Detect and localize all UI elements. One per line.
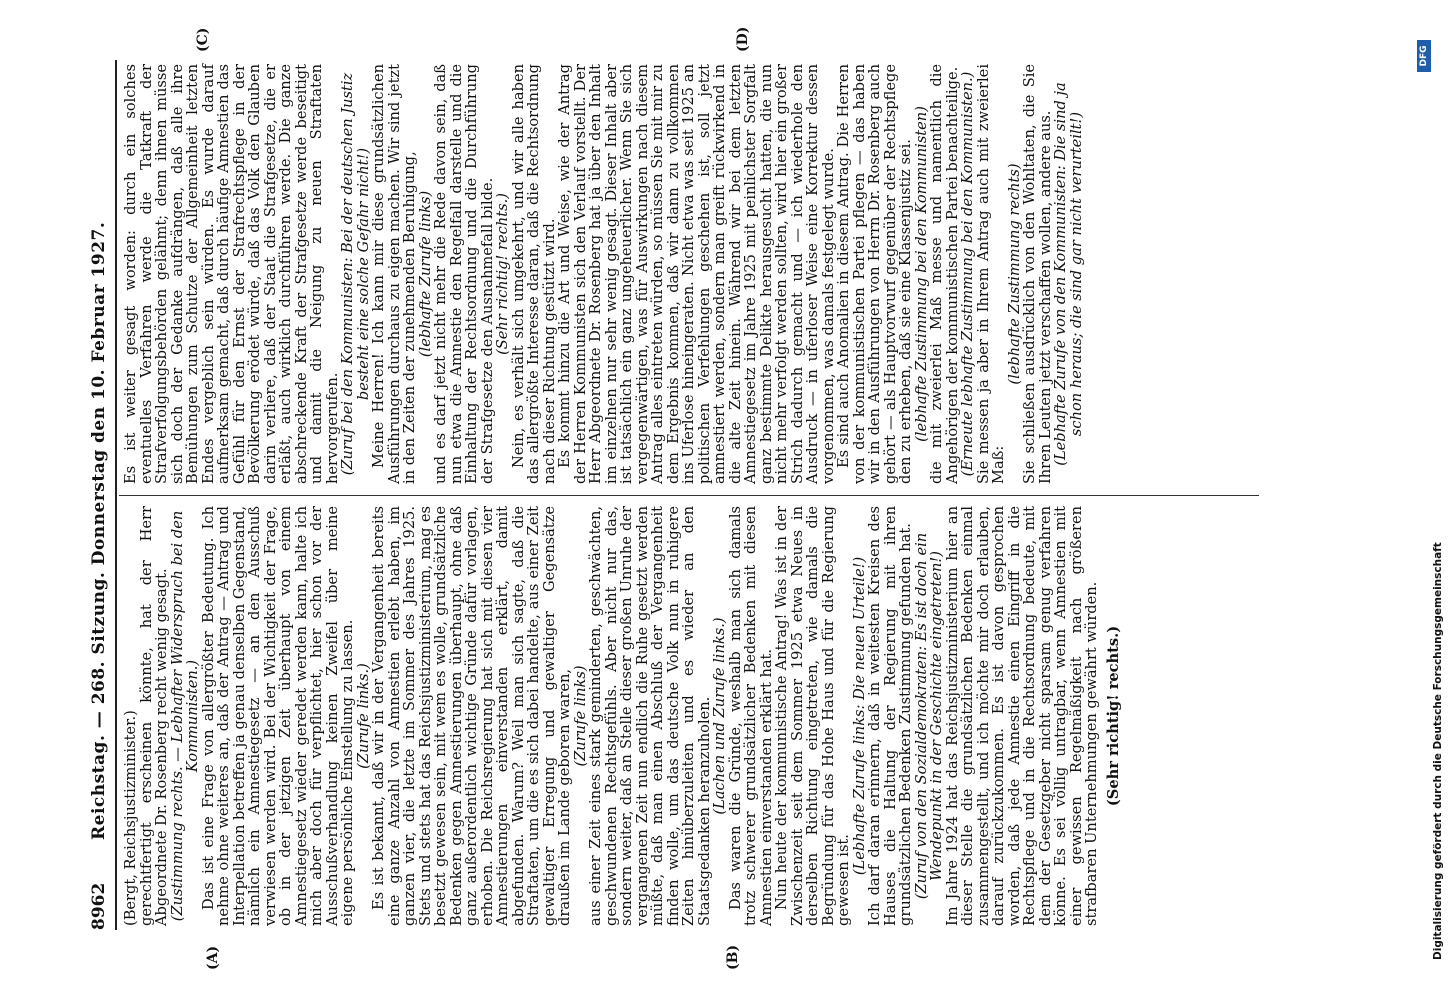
- document-page: [85, 26, 1285, 970]
- paragraph: (Sehr richtig! rechts.): [494, 193, 511, 355]
- paragraph: Nun heute der kommunistische Antrag! Was ist in der Zwischenzeit seit dem Sommer 1925 etwa Neues in derselben Richtung eingetreten, wie damals die Begründung für das Hohe Haus und für die Regierung gewesen ist.: [773, 506, 852, 926]
- running-title: Reichstag. — 268. Sitzung. Donnerstag den 10. Februar 1927.: [89, 221, 109, 840]
- paragraph: (Sehr richtig! rechts.): [1104, 625, 1122, 807]
- paragraph: (lebhafte Zustimmung rechts): [1005, 163, 1023, 385]
- margin-letter-b: (B): [725, 944, 741, 970]
- paragraph: (Zuruf von den Sozialdemokraten: Es ist doch ein Wendepunkt in der Geschichte eingetreten!): [912, 532, 945, 900]
- paragraph: Das ist eine Frage von allergrößter Bedeutung. Ich nehme ohne weiteres an, daß der Antrag — Antrag und Interpellation betreffen ja genau denselben Gegenstand, nämlich ein Amnestiegesetz — an den Ausschuß verwiesen werden wird. Bei der Wichtigkeit der Frage, ob in der jetzigen Zeit überhaupt von einem Amnestiegesetz wieder geredet werden kann, halte ich mich aber doch für verpflichtet, hier schon vor der Ausschußverhandlung keinen Zweifel über meine eigene persönliche Einstellung zu lassen.: [199, 506, 356, 926]
- paragraph: (Zuruf bei den Kommunisten: Bei der deutschen Justiz besteht eine solche Gefahr nicht!): [339, 72, 372, 476]
- left-column: [123, 506, 1121, 926]
- dfg-logo-text: DFG: [1419, 45, 1429, 67]
- page-number: 8962: [89, 882, 109, 930]
- paragraph: Ich darf daran erinnern, daß in weitesten Kreisen des Hauses die Haltung der Regierung mit ihren grundsätzlichen Bedenken Zustimmung gefunden hat.: [866, 506, 914, 926]
- paragraph: (Lachen und Zurufe links.): [711, 617, 728, 815]
- header-rule: [115, 60, 117, 930]
- paragraph: Es kommt hinzu die Art und Weise, wie der Antrag der Herren Kommunisten sich den Verlauf vorstellt. Der Herr Abgeordnete Dr. Rosenberg hat ja über den Inhalt im einzelnen nur sehr wenig gesagt. Dieser Inhalt aber ist tatsächlich ein ganz ungeheuerlicher. Wenn Sie sich vergegenwärtigen, was für Auswirkungen nach diesem Antrag alles eintreten würden, so müssen Sie mit mir zu dem Ergebnis kommen, daß wir dann zu vollkommen ins Uferlose hineingeraten. Nicht etwa was seit 1925 an politischen Verfehlungen geschehen ist, soll jetzt amnestiert werden, sondern man greift rückwirkend in die alte Zeit hinein. Während wir bei dem letzten Amnestiegesetz im Jahre 1925 mit peinlichster Sorgfalt ganz bestimmte Delikte herausgesucht hatten, die nun nicht mehr verfolgt werden sollten, wird hier ein großer Strich dadurch gemacht und — ich wiederhole den Ausdruck — in uferloser Weise eine Korrektur dessen vorgenommen, was damals festgelegt wurde.: [556, 64, 837, 484]
- paragraph: Im Jahre 1924 hat das Reichsjustizministerium hier an dieser Stelle die grundsätzlichen Bedenken einmal zusammengestellt, und ich möchte mir doch erlauben, darauf zurückzukommen. Es ist davon gesprochen worden, daß jede Amnestie einen Eingriff in die Rechtspflege und in die Rechtsordnung bedeute, mit dem der Gesetzgeber nicht sparsam genug verfahren könne. Es sei völlig untragbar, wenn Amnestien mit einer gewissen Regelmäßigkeit nach größeren strafbaren Unternehmungen gewährt würden.: [943, 506, 1100, 926]
- paragraph: (Lebhafte Zurufe links: Die neuen Urteile!): [850, 556, 868, 876]
- paragraph: Das waren die Gründe, weshalb man sich damals trotz schwerer grundsätzlicher Bedenken mit diesen Amnestien einverstanden erklärt hat.: [726, 506, 775, 926]
- paragraph: gerechtfertigt erscheinen könnte, hat der Herr Abgeordnete Dr. Rosenberg recht wenig gesagt.: [137, 506, 170, 926]
- paragraph: Meine Herren! Ich kann mir diese grundsätzlichen Ausführungen durchaus zu eigen machen. Wir sind jetzt in den Zeiten der zunehmenden Beruhigung,: [370, 64, 418, 484]
- paragraph: Es ist weiter gesagt worden: durch ein solches eventuelles Verfahren werde die Tatkraft der Strafverfolgungsbehörden gelähmt; denn ihnen müsse sich doch der Gedanke aufdrängen, daß alle ihre Bemühungen zum Schutze der Allgemeinheit letzten Endes vergeblich sein würden. Es wurde darauf aufmerksam gemacht, daß durch häufige Amnestien das Gefühl für den Ernst der Strafrechtspflege in der Bevölkerung erödet würde, daß das Volk den Glauben darin verliere, daß der Staat die Strafgesetze, die er erläßt, auch wirklich durchführen werde. Die ganze abschreckende Kraft der Strafgesetze werde beseitigt und damit die Neigung zu neuen Straftaten hervorgerufen.: [122, 64, 341, 484]
- paragraph: Nein, es verhält sich umgekehrt, und wir alle haben das allergrößte Interesse daran, daß die Rechtsordnung nach dieser Richtung gestützt wird.: [509, 64, 558, 484]
- paragraph: (Erneute lebhafte Zustimmung bei den Kommunisten.): [959, 71, 976, 477]
- paragraph: Es ist bekannt, daß wir in der Vergangenheit bereits eine ganze Anzahl von Amnestien erlebt haben, im ganzen vier, die letzte im Sommer des Jahres 1925. Stets und stets hat das Reichsjustizministerium, mag es besetzt gewesen sein, mit wem es wolle, grundsätzliche Bedenken gegen Amnestierungen überhaupt, ohne daß ganz außerordentlich wichtige Gründe dafür vorlagen, erhoben. Die Reichsregierung hat sich mit diesen vier Amnestierungen einverstanden erklärt, damit abgefunden. Warum? Weil man sich sagte, daß die Straftaten, um die es sich dabei handelte, aus einer Zeit gewaltiger Erregung und gewaltiger Gegensätze draußen im Lande geboren waren,: [370, 506, 573, 926]
- paragraph: (lebhafte Zustimmung bei den Kommunisten): [912, 106, 930, 442]
- margin-letter-d: (D): [735, 26, 751, 52]
- paragraph: Sie schließen ausdrücklich von den Wohltaten, die Sie Ihren Leuten jetzt verschaffen wollen, andere aus.: [1021, 64, 1054, 484]
- margin-letter-c: (C): [195, 27, 211, 52]
- paragraph: die mit zweierlei Maß messe und namentlich die Angehörigen der kommunistischen Partei benachteilige.: [928, 64, 961, 484]
- paragraph: aus einer Zeit eines stark geminderten, geschwächten, geschwundenen Rechtsgefühls. Aber nicht nur das, sondern weiter, daß an Stelle dieser großen Unruhe der vergangenen Zeit nun endlich die Ruhe gesetzt werden müßte, daß man einen Abschluß der Vergangenheit finden wolle, um das deutsche Volk nun in ruhigere Zeiten hinüberzuleiten und es wieder an den Staatsgedanken heranzuholen.: [587, 506, 713, 926]
- paragraph: (Lebhafte Zurufe von den Kommunisten: Die sind ja schon heraus; die sind gar nicht verurteilt!): [1052, 82, 1085, 466]
- margin-letter-a: (A): [205, 945, 221, 970]
- paragraph: (lebhafte Zurufe links): [416, 190, 434, 358]
- paragraph: (Zurufe links): [571, 665, 589, 767]
- page-header: [85, 60, 119, 930]
- right-column: [123, 64, 1084, 484]
- dfg-logo: [1417, 40, 1431, 72]
- paragraph: Es sind auch Anomalien in diesem Antrag. Die Herren von der kommunistischen Partei pflegen — das haben wir in den Ausführungen von Herrn Dr. Rosenberg auch gehört — als Hauptvorwurf gegenüber der Rechtspflege den zu erheben, daß sie eine Klassenjustiz sei.: [835, 64, 914, 484]
- column-divider: [119, 495, 1259, 496]
- credit-text: Digitalisierung gefördert durch die Deutsche Forschungsgemeinschaft: [1432, 542, 1444, 960]
- paragraph: und es darf jetzt nicht mehr die Rede davon sein, daß nun etwa die Amnestie den Regelfall darstelle und die Einhaltung der Rechtsordnung und die Durchführung der Strafgesetze den Ausnahmefall bilde.: [432, 64, 496, 484]
- paragraph: (Bergt, Reichsjustizminister.): [122, 710, 139, 926]
- paragraph: (Zustimmung rechts. — Lebhafter Widerspruch bei den Kommunisten.): [168, 510, 201, 922]
- digitization-credit: [1416, 40, 1444, 970]
- paragraph: (Zurufe links.): [354, 663, 372, 769]
- paragraph: Sie messen ja aber in Ihrem Antrag auch mit zweierlei Maß:: [974, 64, 1007, 484]
